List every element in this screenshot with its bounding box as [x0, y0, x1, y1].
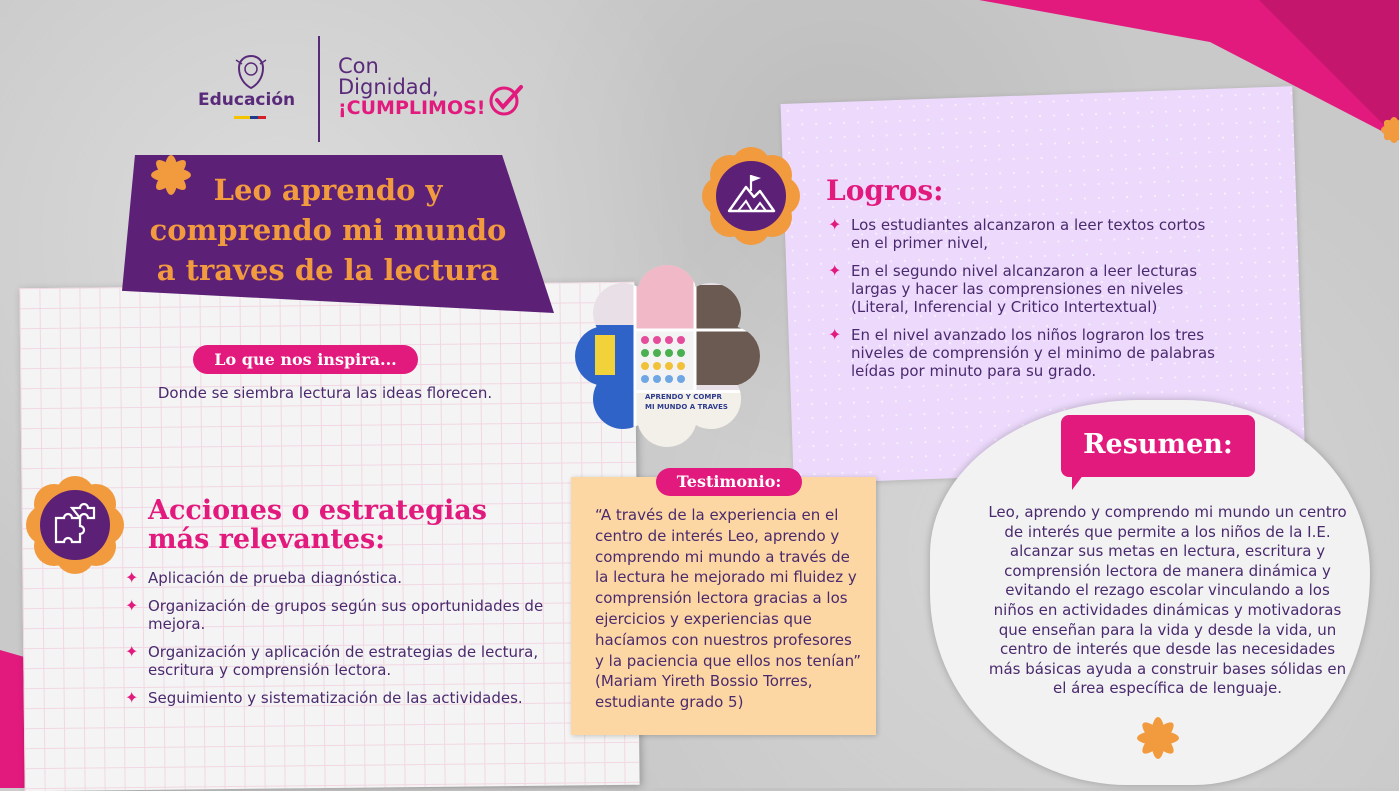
resumen-label: Resumen:: [1061, 415, 1255, 477]
inspira-text: Donde se siembra lectura las ideas florecen.: [157, 384, 493, 402]
flag-bar: [234, 116, 266, 119]
list-item: ✦ Organización de grupos según sus oportunidades de mejora.: [125, 596, 544, 633]
list-item: ✦ Organización y aplicación de estrategias de lectura, escritura y comprensión lectora.: [125, 642, 539, 679]
resumen-label-tail: [1072, 474, 1084, 490]
logros-title: Logros:: [826, 174, 944, 207]
slogan-line-3: ¡CUMPLIMOS!: [338, 97, 486, 119]
shield-crest-icon: [234, 54, 268, 90]
sparkle-bullet-icon: ✦: [125, 596, 139, 615]
flower-icon: [1132, 713, 1184, 763]
acciones-title-line-1: Acciones o estrategias: [148, 495, 487, 526]
list-item: ✦ Seguimiento y sistematización de las actividades.: [125, 688, 523, 707]
slogan-line-2: Dignidad,: [338, 75, 439, 99]
sparkle-bullet-icon: ✦: [828, 215, 842, 234]
flower-icon: [1372, 104, 1399, 156]
sparkle-bullet-icon: ✦: [125, 688, 139, 707]
sparkle-bullet-icon: ✦: [828, 325, 842, 344]
list-item: ✦ Los estudiantes alcanzaron a leer textos cortos en el primer nivel,: [828, 215, 1206, 252]
ministry-logo: [198, 52, 308, 132]
page-title: Leo aprendo y comprendo mi mundo a traves de la lectura: [149, 173, 507, 287]
testimonio-label: Testimonio:: [656, 468, 802, 496]
list-item: ✦ En el nivel avanzado los niños lograron los tres niveles de comprensión y el minimo de palabras leídas por minuto para su grado.: [828, 325, 1215, 380]
testimonio-text: “A través de la experiencia en el centro de interés Leo, aprendo y comprendo mi mundo a través de la lectura he mejorado mi fluidez y comprensión lectora gracias a los ejercicios y experiencias que hacíamos con nuestros profesores y la paciencia que ellos nos tenían” (Mariam Yireth Bossio Torres, estudiante grado 5): [595, 506, 862, 712]
logros-badge: [702, 147, 800, 245]
list-item: ✦ Aplicación de prueba diagnóstica.: [125, 568, 403, 587]
list-item: ✦ En el segundo nivel alcanzaron a leer lecturas largas y hacer las comprensiones en niveles (Literal, Inferencial y Critico Intertextual): [828, 261, 1198, 316]
sparkle-bullet-icon: ✦: [828, 261, 842, 280]
inspira-label: Lo que nos inspira...: [193, 345, 418, 374]
logros-list: [828, 216, 1218, 390]
acciones-title: [148, 496, 487, 554]
check-circle-icon: [487, 84, 525, 118]
puzzle-icon: [48, 498, 102, 552]
acciones-badge: [26, 476, 124, 574]
photo-collage: [575, 265, 760, 447]
mountain-flag-icon: [724, 169, 778, 223]
photo-caption: APRENDO Y COMPR MI MUNDO A TRAVES: [645, 393, 728, 411]
ministry-name: Educación: [198, 90, 296, 110]
slogan: [338, 56, 485, 119]
slogan-line-1: Con: [338, 54, 379, 78]
header-divider: [318, 36, 320, 142]
acciones-title-line-2: más relevantes:: [148, 524, 386, 555]
photo-collage-image: [575, 265, 760, 447]
sparkle-bullet-icon: ✦: [125, 568, 139, 587]
resumen-text: Leo, aprendo y comprendo mi mundo un centro de interés que permite a los niños de la I.E. alcanzar sus metas en lectura, escritura y comprensión lectora de manera dinámica y evitando el rezago escolar vinculando a los niños en actividades dinámicas y motivadoras que enseñan para la vida y desde la vida, un centro de interés que desde las necesidades más básicas ayuda a construir bases sólidas en el área específica de lenguaje.: [988, 503, 1347, 698]
sparkle-bullet-icon: ✦: [125, 642, 139, 661]
acciones-list: [125, 569, 545, 717]
